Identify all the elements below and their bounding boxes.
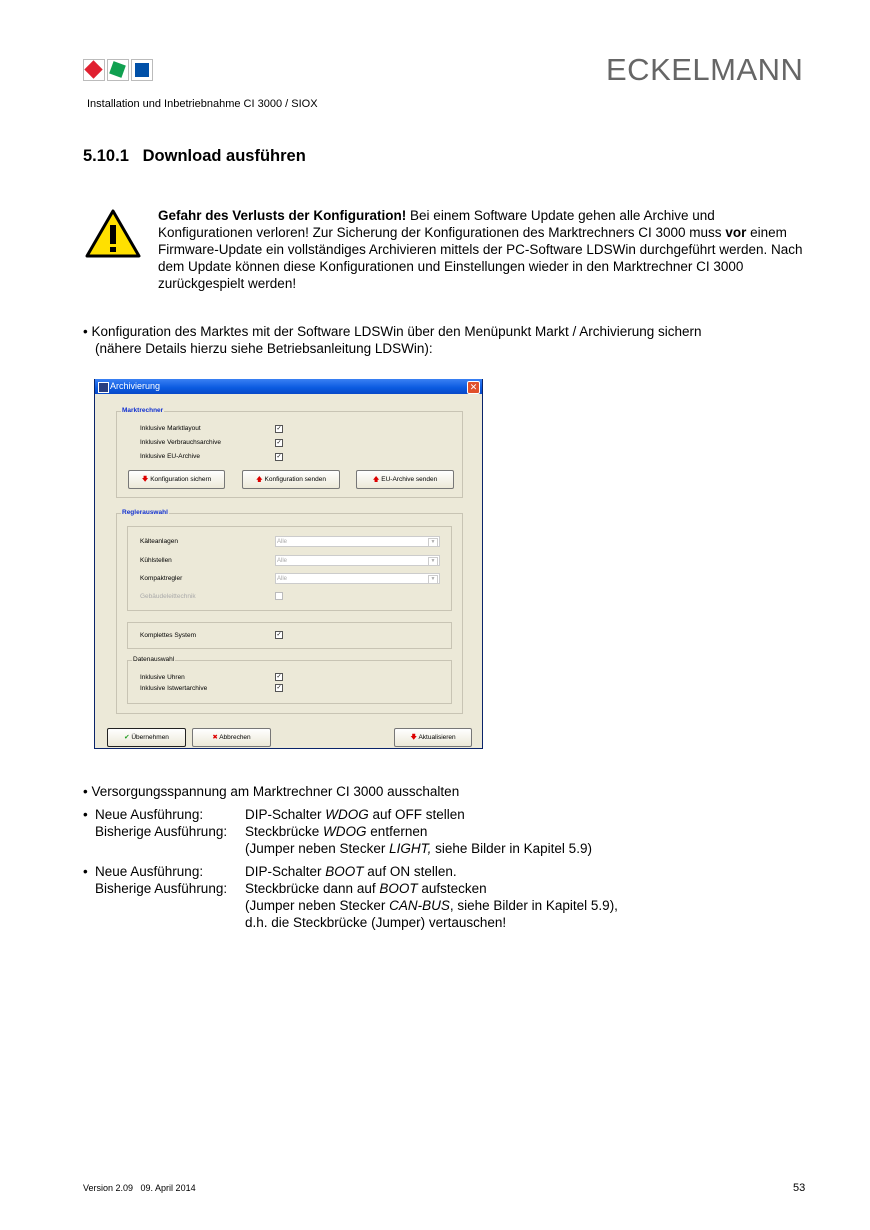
dialog-titlebar [95, 379, 482, 394]
arrow-down-icon: 🡇 [141, 476, 149, 483]
checkmark-icon: ✔ [124, 734, 130, 741]
datenauswahl-group [127, 656, 452, 704]
komplettes-system-checkbox[interactable]: ✓ [276, 632, 282, 638]
uebernehmen-button[interactable]: ✔ Übernehmen [107, 728, 186, 747]
bullet-item: • [83, 864, 88, 879]
brand-name: ECKELMANN [606, 52, 804, 87]
marktlayout-checkbox[interactable]: ✓ [276, 426, 282, 432]
footer-version: Version 2.09 09. April 2014 [83, 1183, 196, 1193]
verbrauchsarchive-checkbox[interactable]: ✓ [276, 440, 282, 446]
dialog-title: Archivierung [110, 381, 161, 391]
section-heading: 5.10.1 Download ausführen [83, 147, 306, 165]
konfiguration-senden-button[interactable]: 🡅 Konfiguration senden [242, 470, 340, 489]
bullet-item: • [83, 807, 88, 822]
option-label: Inklusive Verbrauchsarchive [140, 439, 221, 446]
document-subtitle: Installation und Inbetriebnahme CI 3000 / SIOX [87, 98, 318, 110]
gebaeudeleittechnik-checkbox[interactable] [275, 592, 283, 600]
option-label: Inklusive Marktlayout [140, 425, 201, 432]
option-label: Inklusive EU-Archive [140, 453, 200, 460]
page-number: 53 [793, 1182, 806, 1194]
arrow-up-icon: 🡅 [256, 476, 263, 483]
chevron-down-icon: ▼ [428, 538, 438, 547]
group-legend: Marktrechner [122, 407, 164, 414]
group-legend: Reglerauswahl [122, 509, 168, 516]
bullet-text: DIP-Schalter WDOG auf OFF stellen Steckbrücke WDOG entfernen (Jumper neben Stecker LIGHT, siehe Bilder in Kapitel 5.9) [245, 807, 592, 856]
option-label: Kälteanlagen [140, 538, 178, 545]
archivierung-dialog [94, 379, 483, 749]
bullet-item: • Konfiguration des Marktes mit der Software LDSWin über den Menüpunkt Markt / Archivierung sichern (nähere Details hierzu siehe Betriebsanleitung LDSWin): [83, 324, 702, 356]
arrow-up-icon: 🡅 [372, 476, 380, 483]
chevron-down-icon: ▼ [428, 557, 438, 566]
abbrechen-button[interactable]: ✖ Abbrechen [192, 728, 271, 747]
x-icon: ✖ [212, 734, 218, 741]
bullet-text: DIP-Schalter BOOT auf ON stellen. Steckbrücke dann auf BOOT aufstecken (Jumper neben Stecker CAN-BUS, siehe Bilder in Kapitel 5.9), d.h. die Steckbrücke (Jumper) vertauschen! [245, 864, 618, 930]
eu-archive-checkbox[interactable]: ✓ [276, 454, 282, 460]
istwertarchive-checkbox[interactable]: ✓ [276, 685, 282, 691]
bullet-labels: Neue Ausführung: Bisherige Ausführung: [95, 807, 228, 839]
uhren-checkbox[interactable]: ✓ [276, 674, 282, 680]
option-label: Inklusive Istwertarchive [140, 685, 208, 692]
app-icon [98, 382, 109, 393]
aktualisieren-button[interactable]: 🡇 Aktualisieren [394, 728, 472, 747]
kompaktregler-select[interactable]: Alle ▼ [275, 573, 440, 584]
arrow-down-icon: 🡇 [410, 734, 417, 741]
option-label: Gebäudeleittechnik [140, 593, 196, 600]
eu-archive-senden-button[interactable]: 🡅 EU-Archive senden [356, 470, 454, 489]
option-label: Kühlstellen [140, 557, 172, 564]
option-label: Komplettes System [140, 632, 196, 639]
konfiguration-sichern-button[interactable]: 🡇 Konfiguration sichern [128, 470, 225, 489]
close-button[interactable]: ✕ [467, 381, 480, 394]
kuehlstellen-select[interactable]: Alle ▼ [275, 555, 440, 566]
warning-icon [85, 209, 141, 259]
warning-text: Gefahr des Verlusts der Konfiguration! Bei einem Software Update gehen alle Archive und Konfigurationen verloren! Zur Sicherung der Konfigurationen des Marktrechners CI 3000 muss vor einem Firmware-Update ein vollständiges Archivieren mittels der PC-Software LDSWin durchgeführt werden. Nach dem Update können diese Konfigurationen und Einstellungen wieder in den Marktrechner CI 3000 zurückgespielt werden! [158, 208, 803, 291]
chevron-down-icon: ▼ [428, 575, 438, 584]
kaelteanlagen-select[interactable]: Alle ▼ [275, 536, 440, 547]
bullet-item: • Versorgungsspannung am Marktrechner CI 3000 ausschalten [83, 784, 460, 799]
bullet-labels: Neue Ausführung: Bisherige Ausführung: [95, 864, 228, 896]
group-legend: Datenauswahl [133, 656, 175, 663]
option-label: Kompaktregler [140, 575, 183, 582]
option-label: Inklusive Uhren [140, 674, 185, 681]
